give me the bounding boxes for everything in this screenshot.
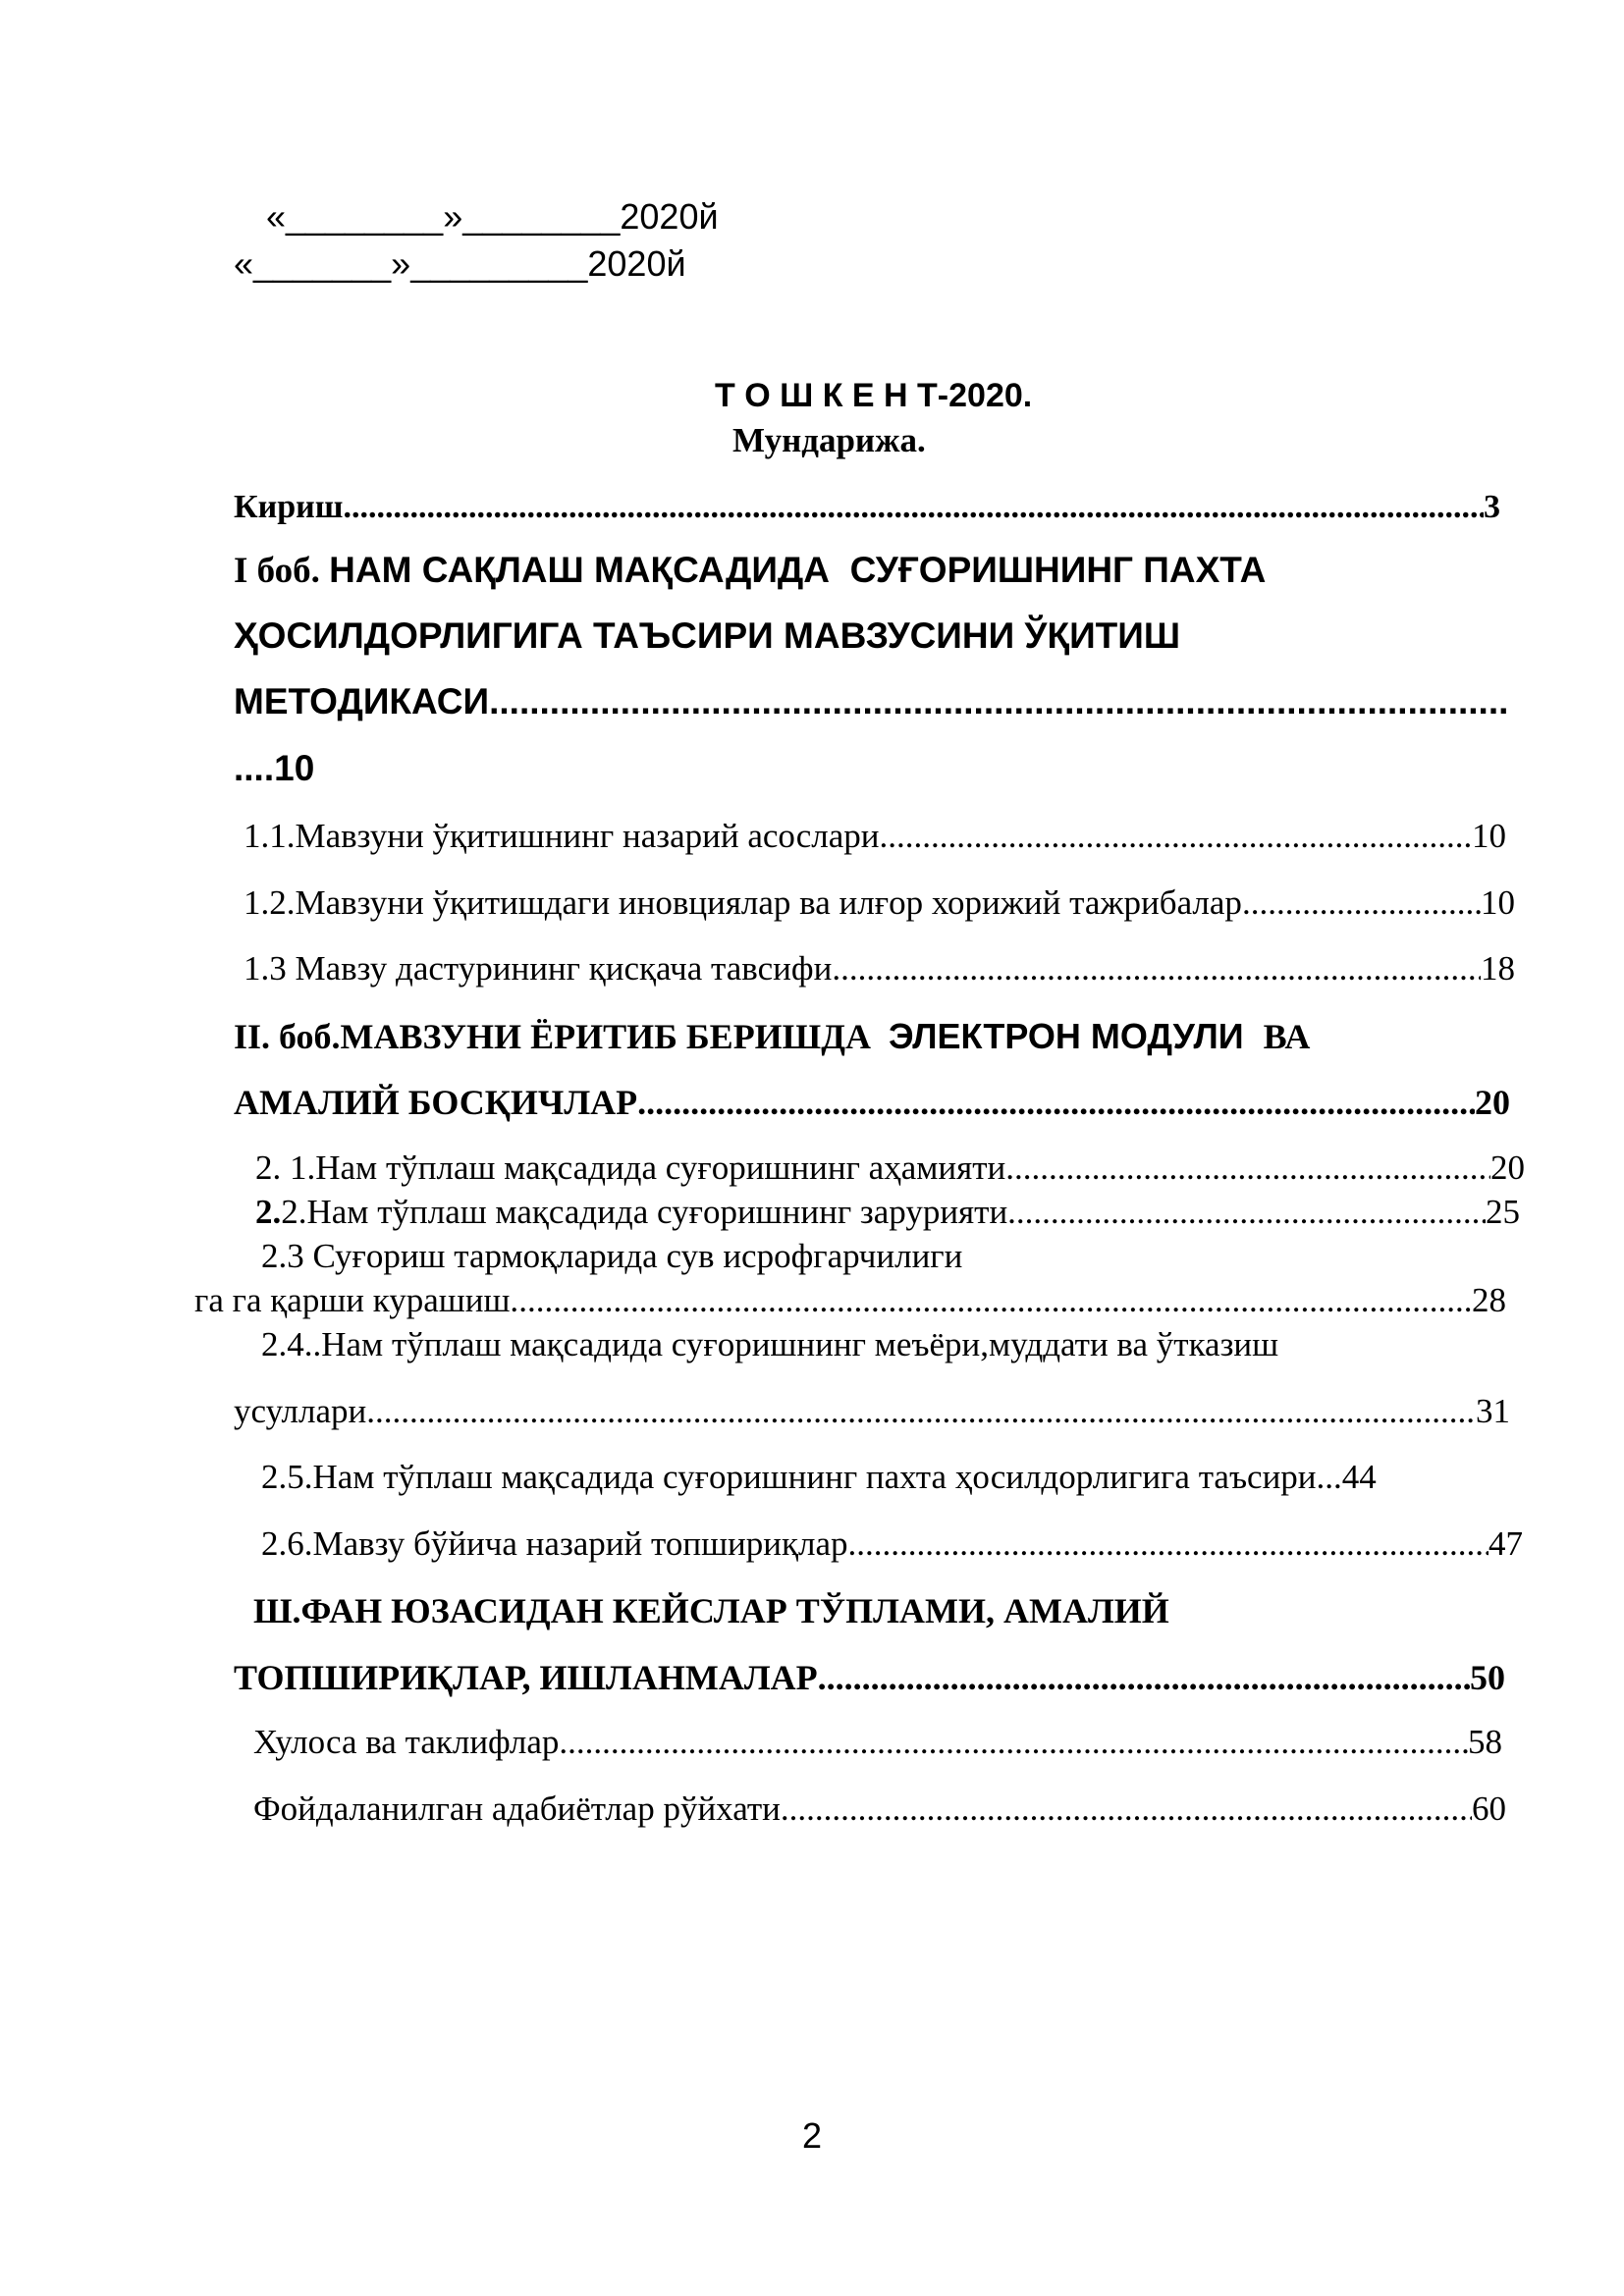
toc-entry-2-3-line-1: 2.3 Суғориш тармоқларида сув исрофгарчилиги [261, 1237, 963, 1275]
chapter-prefix: I боб. [234, 551, 330, 591]
chapter-title-part: НАМ САҚЛАШ МАҚСАДИДА СУҒОРИШНИНГ ПАХТА [329, 550, 1267, 590]
toc-chapter-2-line-2 [234, 1082, 1510, 1123]
toc-entry-page: 20 [1490, 1148, 1525, 1187]
toc-leader-dots [637, 1082, 1475, 1123]
toc-leader-dots [366, 1392, 1476, 1431]
toc-entry-page: 28 [1472, 1281, 1506, 1319]
toc-entry-label: 2.6.Мавзу бўйича назарий топшириқлар. [261, 1524, 857, 1563]
toc-entry-label: 2. 1.Нам тўплаш мақсадида суғоришнинг аҳамияти. [255, 1148, 1014, 1187]
toc-entry-page: 60 [1472, 1789, 1506, 1828]
toc-entry-label: га га қарши курашиш. [194, 1281, 519, 1319]
toc-entry-label: Кириш [234, 489, 344, 525]
toc-entry-label: АМАЛИЙ БОСҚИЧЛАР [234, 1083, 638, 1122]
toc-entry-label: 1.1.Мавзуни ўқитишнинг назарий асослари [244, 817, 880, 855]
toc-entry-page: 31 [1476, 1392, 1510, 1430]
toc-title: Мундарижа. [732, 421, 926, 459]
toc-leader-dots [518, 1281, 1472, 1320]
toc-chapter-1-line-3 [234, 681, 1510, 722]
toc-entry-page: 47 [1489, 1524, 1523, 1563]
approval-date-line-2: «_______»_________2020й [234, 243, 686, 284]
toc-leader-dots [789, 1789, 1472, 1829]
chapter-title-end: ВА [1263, 1017, 1311, 1056]
toc-entry-page: 18 [1481, 949, 1515, 988]
chapter-title-part: ЭЛЕКТРОН МОДУЛИ [888, 1016, 1264, 1056]
toc-leader-dots [856, 1524, 1489, 1564]
approval-date-line-1: «________»________2020й [266, 196, 719, 237]
toc-entry-page: 10 [1472, 817, 1506, 855]
toc-entry-number: 2. [255, 1193, 282, 1231]
toc-entry-2-4-line-2 [234, 1392, 1510, 1431]
toc-leader-dots [489, 681, 1510, 722]
toc-leader-dots [1242, 883, 1481, 923]
toc-entry-label: 1.2.Мавзуни ўқитишдаги иновциялар ва илғор хорижий тажрибалар [244, 883, 1242, 922]
toc-entry-2-3-line-2 [194, 1281, 1506, 1320]
toc-entry-2-5: 2.5.Нам тўплаш мақсадида суғоришнинг пахта ҳосилдорлигига таъсири...44 [261, 1458, 1377, 1496]
toc-leader-dots [1007, 1193, 1486, 1232]
toc-entry-page: 3 [1484, 489, 1500, 525]
toc-chapter-1-line-2: ҲОСИЛДОРЛИГИГА ТАЪСИРИ МАВЗУСИНИ ЎҚИТИШ [234, 615, 1181, 656]
toc-entry-intro [234, 489, 1500, 526]
toc-entry-2-1 [255, 1148, 1525, 1188]
toc-leader-dots [880, 817, 1472, 856]
toc-entry-label: МЕТОДИКАСИ [234, 681, 490, 721]
toc-entry-label: ТОПШИРИҚЛАР, ИШЛАНМАЛАР [234, 1658, 818, 1697]
toc-entry-2-4-line-1: 2.4..Нам тўплаш мақсадида суғоришнинг меъёри,муддати ва ўтказиш [261, 1325, 1279, 1363]
toc-entry-label: Хулоса ва таклифлар. [253, 1723, 568, 1761]
toc-chapter-1-line-1 [234, 550, 1266, 592]
toc-entry-label: усуллари [234, 1392, 367, 1430]
toc-entry-page: 58 [1468, 1723, 1502, 1761]
toc-entry-2-6 [261, 1524, 1523, 1564]
toc-leader-dots [1014, 1148, 1490, 1188]
toc-leader-dots [343, 489, 1484, 526]
toc-entry-page: 10 [1481, 883, 1515, 922]
toc-leader-dots [568, 1723, 1468, 1762]
city-year-title: Т О Ш К Е Н Т-2020. [715, 377, 1033, 414]
toc-leader-dots [832, 949, 1481, 988]
toc-entry-page: 20 [1475, 1083, 1510, 1122]
toc-chapter-1-page: ....10 [234, 748, 315, 788]
chapter-prefix: II. боб.МАВЗУНИ ЁРИТИБ БЕРИШДА [234, 1017, 889, 1056]
toc-entry-label: 2.Нам тўплаш мақсадида суғоришнинг зарурияти [281, 1193, 1008, 1231]
toc-entry-label: Фойдаланилган адабиётлар рўйхати. [253, 1789, 789, 1828]
page-number: 2 [801, 2115, 823, 2156]
toc-chapter-2-line-1 [234, 1016, 1310, 1057]
toc-entry-1-3 [244, 949, 1515, 988]
toc-entry-references [253, 1789, 1506, 1829]
toc-entry-conclusion [253, 1723, 1502, 1762]
toc-entry-1-2 [244, 883, 1515, 923]
toc-entry-page: 50 [1470, 1658, 1505, 1697]
toc-chapter-3-line-2 [234, 1657, 1505, 1698]
toc-chapter-3-line-1: Ш.ФАН ЮЗАСИДАН КЕЙСЛАР ТЎПЛАМИ, АМАЛИЙ [253, 1591, 1169, 1630]
toc-entry-label: 1.3 Мавзу дастурининг қисқача тавсифи [244, 949, 833, 988]
toc-entry-1-1 [244, 817, 1506, 856]
toc-entry-page: 25 [1486, 1193, 1520, 1231]
toc-leader-dots [818, 1657, 1470, 1698]
toc-entry-2-2 [255, 1193, 1520, 1232]
